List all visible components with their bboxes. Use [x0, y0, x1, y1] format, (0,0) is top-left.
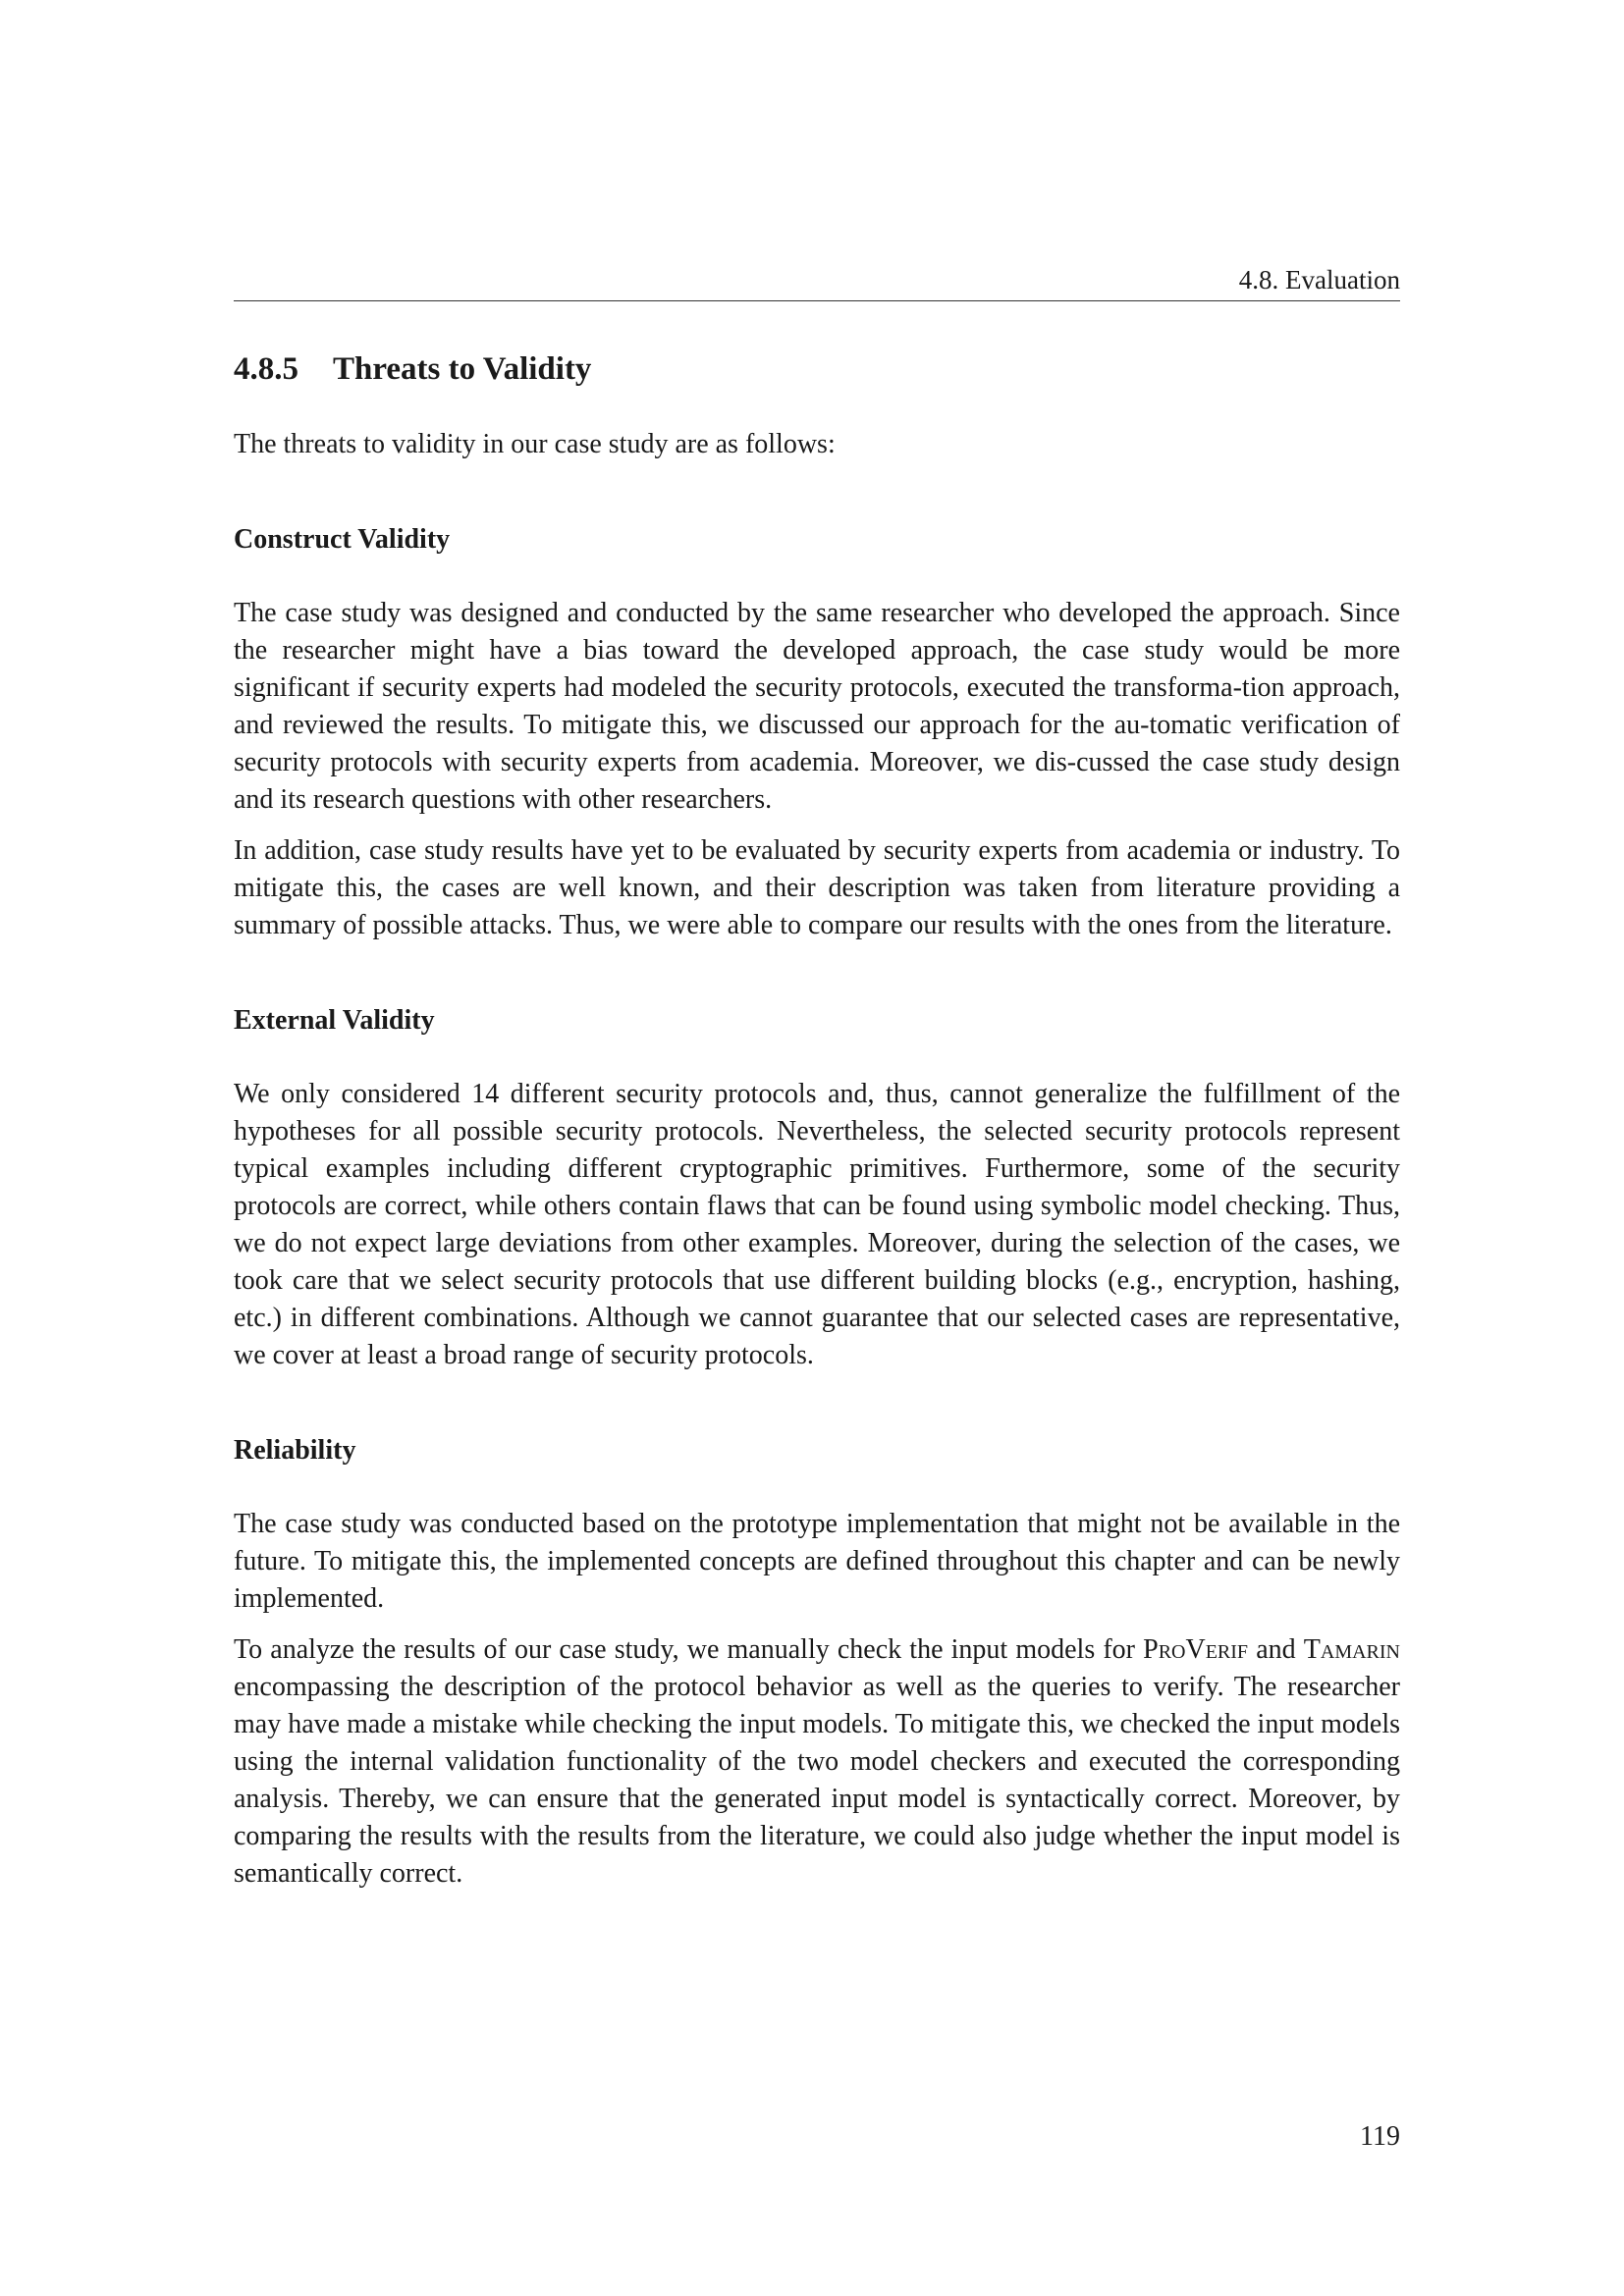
subsection-heading-reliability: Reliability: [234, 1435, 356, 1466]
running-header: [234, 261, 1400, 301]
tamarin-tool-name: Tamarin: [1303, 1634, 1400, 1665]
reliability-p2-and: and: [1248, 1634, 1304, 1665]
page-content: [234, 349, 1400, 1893]
page-number: 119: [1360, 2121, 1400, 2152]
subsection-heading-construct-validity: Construct Validity: [234, 524, 451, 555]
proverif-tool-name: ProVerif: [1143, 1634, 1249, 1665]
running-header-title: 4.8. Evaluation: [1238, 265, 1400, 294]
reliability-p2-end: encompassing the description of the protocol behavior as well as the queries to verify. The researcher may have made a mistake while checking the input models. To mitigate this, we checked the input models using the internal validation functionality of the two model checkers and executed the corresponding analysis. Thereby, we can ensure that the generated input model is syntactically correct. Moreover, by comparing the results with the results from the literature, we could also judge whether the input model is semantically correct.: [234, 1672, 1400, 1889]
section-heading: [234, 349, 1400, 389]
construct-validity-paragraph-2: In addition, case study results have yet to be evaluated by security experts from academia or industry. To mitigate this, the cases are well known, and their description was taken from literature providing a summary of possible attacks. Thus, we were able to compare our results with the ones from the literature.: [234, 835, 1400, 940]
subsection-heading-external-validity: External Validity: [234, 1005, 435, 1036]
section-number: 4.8.5: [234, 351, 298, 387]
external-validity-paragraph-1: We only considered 14 different security protocols and, thus, cannot generalize the fulfillment of the hypotheses for all possible security protocols. Nevertheless, the selected security protocols represent typical examples including different cryptographic primitives. Furthermore, some of the security protocols are correct, while others contain flaws that can be found using symbolic model checking. Thus, we do not expect large deviations from other examples. Moreover, during the selection of the cases, we took care that we select security protocols that use different building blocks (e.g., encryption, hashing, etc.) in different combinations. Although we cannot guarantee that our selected cases are representative, we cover at least a broad range of security protocols.: [234, 1079, 1400, 1370]
reliability-paragraph-2: [234, 1631, 1400, 1893]
section-title: Threats to Validity: [333, 351, 592, 387]
reliability-paragraph-1: The case study was conducted based on the prototype implementation that might not be available in the future. To mitigate this, the implemented concepts are defined throughout this chapter and can be newly implemented.: [234, 1509, 1400, 1614]
construct-validity-paragraph-1: The case study was designed and conducted by the same researcher who developed the approach. Since the researcher might have a bias toward the developed approach, the case study would be more significant if security experts had modeled the security protocols, executed the transforma-tion approach, and reviewed the results. To mitigate this, we discussed our approach for the au-tomatic verification of security protocols with security experts from academia. Moreover, we dis-cussed the case study design and its research questions with other researchers.: [234, 598, 1400, 815]
section-intro: The threats to validity in our case study are as follows:: [234, 429, 836, 459]
reliability-p2-start: To analyze the results of our case study, we manually check the input models for: [234, 1634, 1144, 1665]
